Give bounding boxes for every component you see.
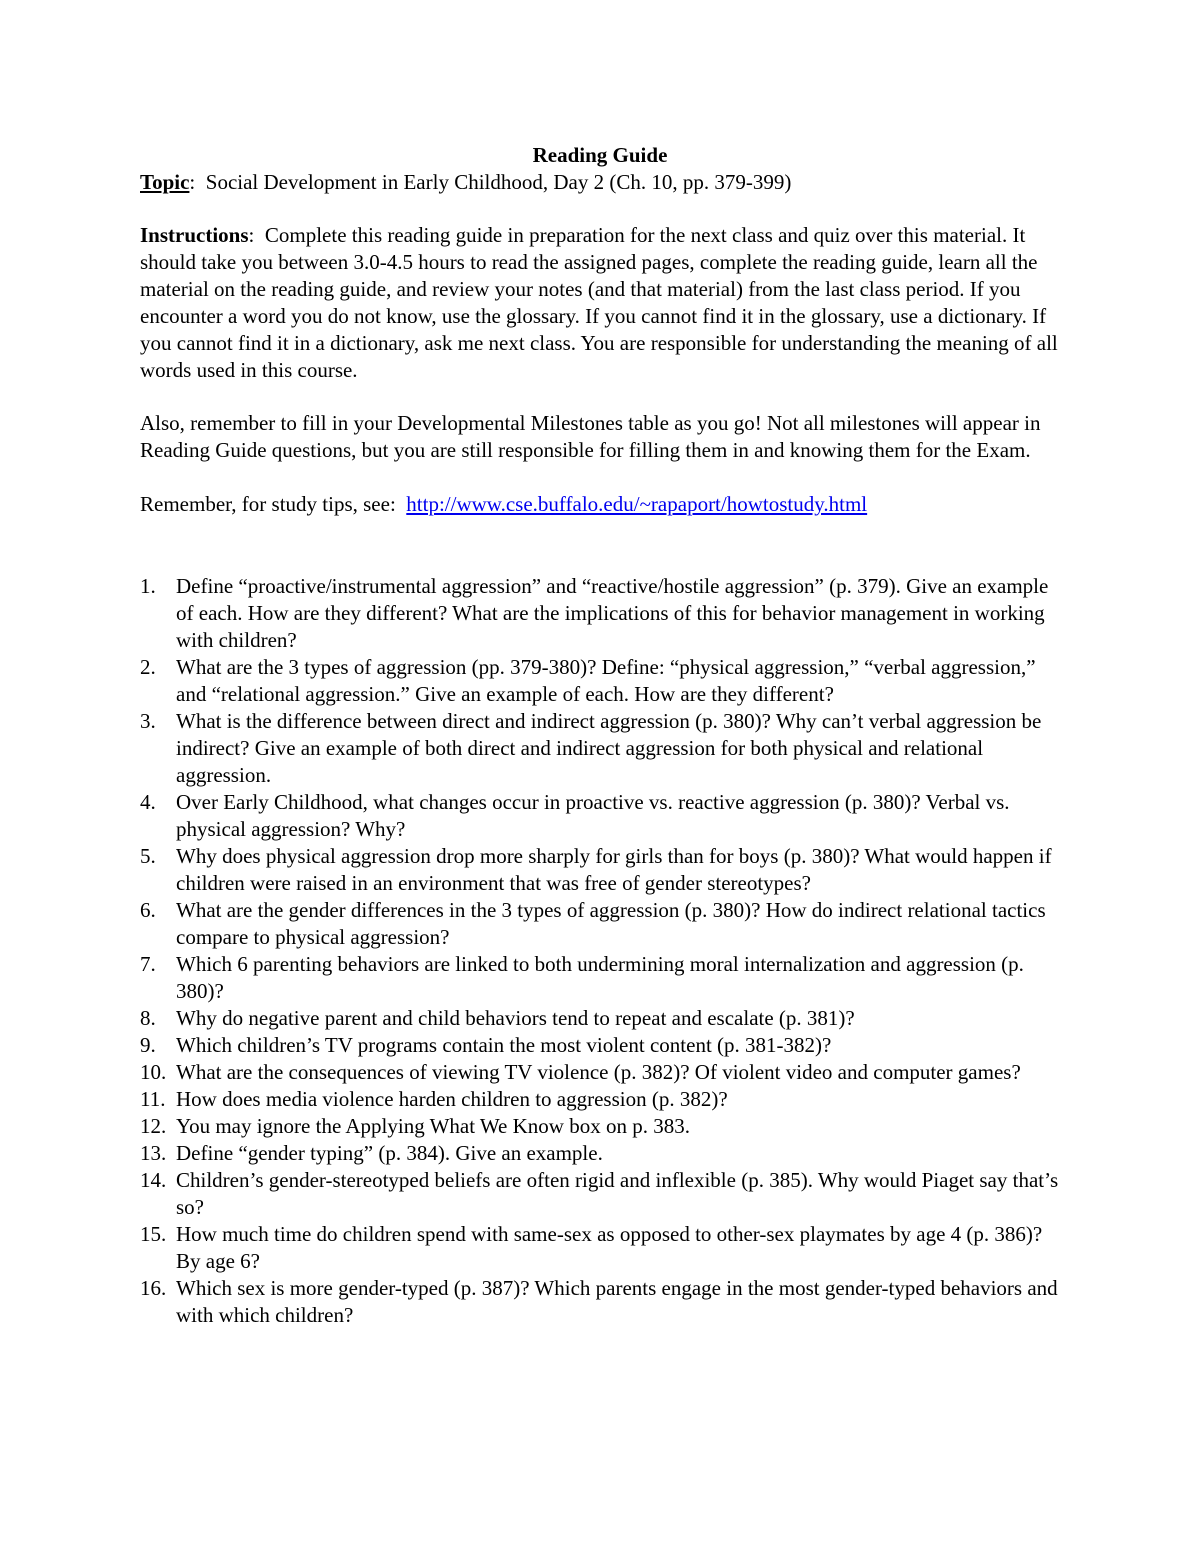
question-text: What is the difference between direct and indirect aggression (p. 380)? Why can’t verbal aggression be indirect? Give an example of both direct and indirect aggression for both physical and relational aggression. (176, 709, 1042, 787)
study-tips-link[interactable]: http://www.cse.buffalo.edu/~rapaport/howtostudy.html (406, 492, 868, 516)
question-text: You may ignore the Applying What We Know box on p. 383. (176, 1114, 690, 1138)
study-tips-line (140, 491, 1060, 518)
document-page (140, 142, 1060, 1329)
question-number: 12. (140, 1114, 167, 1138)
question-text: Define “gender typing” (p. 384). Give an example. (176, 1141, 603, 1165)
question-number: 8. (140, 1006, 156, 1030)
question-item (140, 843, 1060, 897)
question-number: 2. (140, 655, 156, 679)
question-text: How does media violence harden children to aggression (p. 382)? (176, 1087, 728, 1111)
question-item (140, 1275, 1060, 1329)
question-number: 11. (140, 1087, 166, 1111)
question-item (140, 654, 1060, 708)
question-number: 14. (140, 1168, 167, 1192)
question-number: 10. (140, 1060, 167, 1084)
topic-text: Social Development in Early Childhood, Day 2 (Ch. 10, pp. 379-399) (205, 170, 792, 194)
question-item (140, 1032, 1060, 1059)
question-number: 16. (140, 1276, 167, 1300)
question-number: 4. (140, 790, 156, 814)
question-number: 7. (140, 952, 156, 976)
question-number: 5. (140, 844, 156, 868)
question-text: What are the 3 types of aggression (pp. 379-380)? Define: “physical aggression,” “verbal aggression,” and “relational aggression.” Give an example of each. How are they different? (176, 655, 1036, 706)
question-text: Over Early Childhood, what changes occur in proactive vs. reactive aggression (p. 380)? Verbal vs. physical aggression? Why? (176, 790, 1010, 841)
topic-line: Topic: Social Development in Early Childhood, Day 2 (Ch. 10, pp. 379-399) (140, 170, 792, 194)
question-text: Children’s gender-stereotyped beliefs are often rigid and inflexible (p. 385). Why would Piaget say that’s so? (176, 1168, 1059, 1219)
question-item (140, 897, 1060, 951)
document-title: Reading Guide (532, 143, 668, 167)
question-number: 6. (140, 898, 156, 922)
question-item (140, 951, 1060, 1005)
question-number: 9. (140, 1033, 156, 1057)
instructions-text: Complete this reading guide in preparation for the next class and quiz over this material. It should take you between 3.0-4.5 hours to read the assigned pages, complete the reading guide, learn all the material on the reading guide, and review your notes (and that material) from the last class period. If you encounter a word you do not know, use the glossary. If you cannot find it in the glossary, use a dictionary. If you cannot find it in a dictionary, ask me next class. You are responsible for understanding the meaning of all words used in this course. (140, 223, 1058, 382)
question-number: 1. (140, 574, 156, 598)
question-text: What are the gender differences in the 3 types of aggression (p. 380)? How do indirect relational tactics compare to physical aggression? (176, 898, 1046, 949)
question-text: What are the consequences of viewing TV violence (p. 382)? Of violent video and computer games? (176, 1060, 1021, 1084)
milestones-paragraph: Also, remember to fill in your Developmental Milestones table as you go! Not all milestones will appear in Reading Guide questions, but you are still responsible for filling them in and knowing them for the Exam. (140, 411, 1041, 462)
question-item (140, 573, 1060, 654)
question-text: Why does physical aggression drop more sharply for girls than for boys (p. 380)? What would happen if children were raised in an environment that was free of gender stereotypes? (176, 844, 1052, 895)
question-text: Which sex is more gender-typed (p. 387)? Which parents engage in the most gender-typed behaviors and with which children? (176, 1276, 1058, 1327)
question-item (140, 1005, 1060, 1032)
question-number: 3. (140, 709, 156, 733)
question-item (140, 1221, 1060, 1275)
instructions-label: Instructions (140, 223, 249, 247)
question-item (140, 1167, 1060, 1221)
question-text: Which children’s TV programs contain the most violent content (p. 381-382)? (176, 1033, 832, 1057)
question-item (140, 1140, 1060, 1167)
question-item (140, 1113, 1060, 1140)
question-number: 15. (140, 1222, 167, 1246)
question-list (140, 573, 1060, 1329)
question-item (140, 1059, 1060, 1086)
question-item (140, 789, 1060, 843)
question-number: 13. (140, 1141, 167, 1165)
question-item (140, 1086, 1060, 1113)
topic-label: Topic (140, 170, 190, 194)
question-text: Which 6 parenting behaviors are linked to both undermining moral internalization and aggression (p. 380)? (176, 952, 1024, 1003)
question-text: How much time do children spend with same-sex as opposed to other-sex playmates by age 4 (p. 386)? By age 6? (176, 1222, 1043, 1273)
question-text: Define “proactive/instrumental aggression” and “reactive/hostile aggression” (p. 379). Give an example of each. How are they different? What are the implications of this for behavior management in working with children? (176, 574, 1049, 652)
instructions-paragraph: Instructions: Complete this reading guide in preparation for the next class and quiz over this material. It should take you between 3.0-4.5 hours to read the assigned pages, complete the reading guide, learn all the material on the reading guide, and review your notes (and that material) from the last class period. If you encounter a word you do not know, use the glossary. If you cannot find it in the glossary, use a dictionary. If you cannot find it in a dictionary, ask me next class. You are responsible for understanding the meaning of all words used in this course. (140, 223, 1058, 382)
study-tips-text: Remember, for study tips, see: (140, 492, 396, 516)
question-item (140, 708, 1060, 789)
question-text: Why do negative parent and child behaviors tend to repeat and escalate (p. 381)? (176, 1006, 855, 1030)
